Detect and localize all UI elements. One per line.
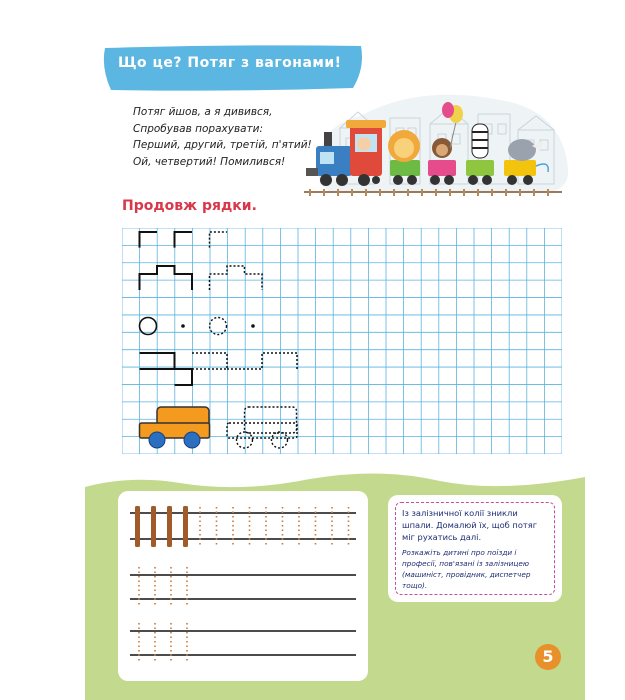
info-sub-text: Розкажіть дитині про поїзди і професії, пов'язані із залізницею (машиніст, провідник, диспетчер тощо).: [402, 548, 531, 590]
poem-line: Ой, четвертий! Помилився!: [133, 155, 286, 168]
poem-line: Спробував порахувати:: [133, 122, 264, 135]
info-main-text: Із залізничної колії зникли шпали. Домалюй їх, щоб потяг міг рухатись далі.: [402, 508, 538, 542]
poem-line: Перший, другий, третій, п'ятий!: [133, 139, 312, 151]
info-box-border: [395, 502, 555, 595]
poem-line: Потяг йшов, а я дивився,: [133, 106, 273, 118]
pattern-row-5: [140, 407, 298, 448]
pattern-row-2: [140, 266, 263, 290]
page-number-badge: 5: [535, 644, 561, 670]
header-title: Що це? Потяг з вагонами!: [118, 55, 342, 71]
exercise-grid: [122, 228, 562, 454]
poem: [133, 104, 312, 170]
train-illustration: [300, 88, 572, 206]
info-box: [388, 495, 562, 602]
task-title: Продовж рядки.: [122, 198, 257, 214]
pattern-row-4: [140, 353, 298, 385]
